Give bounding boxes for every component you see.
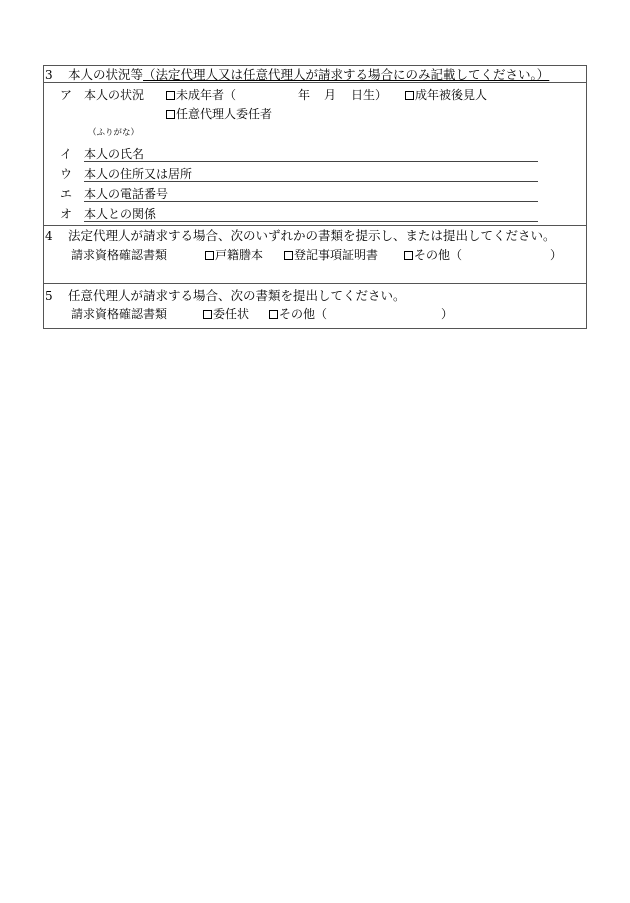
section-divider-4-5 bbox=[43, 283, 587, 284]
option-family-register[interactable] bbox=[205, 249, 263, 261]
item-u-label: ウ bbox=[60, 167, 73, 181]
birth-month-label: 月 bbox=[324, 88, 337, 102]
section-4-text: 法定代理人が請求する場合、次のいずれかの書類を提示し、または提出してください。 bbox=[68, 228, 556, 243]
delegator-label: 任意代理人委任者 bbox=[176, 107, 273, 121]
item-i-text: 本人の氏名 bbox=[84, 147, 145, 161]
item-o-text: 本人との関係 bbox=[84, 207, 157, 221]
section-4-number: 4 bbox=[45, 229, 53, 243]
relationship-field-line[interactable] bbox=[84, 221, 538, 222]
item-e-text: 本人の電話番号 bbox=[84, 187, 169, 201]
item-a-label: ア bbox=[60, 88, 73, 102]
address-field-line[interactable] bbox=[84, 181, 538, 182]
section-5-number: 5 bbox=[45, 289, 53, 303]
section-divider-3-4 bbox=[43, 225, 587, 226]
name-field-line[interactable] bbox=[84, 161, 538, 162]
item-a-text: 本人の状況 bbox=[84, 88, 145, 102]
section-5-text: 任意代理人が請求する場合、次の書類を提出してください。 bbox=[68, 288, 406, 303]
minor-checkbox[interactable] bbox=[166, 91, 175, 100]
family-register-label: 戸籍謄本 bbox=[215, 248, 264, 262]
item-e-label: エ bbox=[60, 187, 73, 201]
birth-day-label: 日生） bbox=[351, 88, 388, 102]
item-u-text: 本人の住所又は居所 bbox=[84, 167, 193, 181]
family-register-checkbox[interactable] bbox=[205, 251, 214, 260]
section-3-title-note: （法定代理人又は任意代理人が請求する場合にのみ記載してください。） bbox=[143, 67, 550, 82]
adult-ward-label: 成年被後見人 bbox=[415, 88, 488, 102]
option-registry-certificate[interactable] bbox=[284, 249, 378, 261]
other-4-close-paren: ） bbox=[550, 248, 563, 262]
other-5-label: その他（ bbox=[279, 307, 328, 321]
adult-ward-checkbox[interactable] bbox=[405, 91, 414, 100]
item-o-label: オ bbox=[60, 207, 73, 221]
option-other-5[interactable] bbox=[269, 308, 327, 320]
birth-year-label: 年 bbox=[298, 88, 311, 102]
option-other-4[interactable] bbox=[404, 249, 462, 261]
section-3-title bbox=[68, 69, 549, 82]
section-4-doc-label: 請求資格確認書類 bbox=[71, 248, 168, 262]
power-of-attorney-checkbox[interactable] bbox=[203, 310, 212, 319]
minor-label: 未成年者（ bbox=[176, 88, 237, 102]
other-4-checkbox[interactable] bbox=[404, 251, 413, 260]
delegator-checkbox[interactable] bbox=[166, 110, 175, 119]
phone-field-line[interactable] bbox=[84, 201, 538, 202]
section-3-number: 3 bbox=[45, 68, 53, 82]
other-4-label: その他（ bbox=[414, 248, 463, 262]
option-power-of-attorney[interactable] bbox=[203, 308, 249, 320]
registry-certificate-checkbox[interactable] bbox=[284, 251, 293, 260]
other-5-checkbox[interactable] bbox=[269, 310, 278, 319]
section-3-title-divider bbox=[43, 82, 587, 83]
option-delegator[interactable] bbox=[166, 108, 272, 120]
option-adult-ward[interactable] bbox=[405, 89, 487, 101]
power-of-attorney-label: 委任状 bbox=[213, 307, 250, 321]
furigana-label: （ふりがな） bbox=[88, 128, 140, 138]
section-3-title-prefix: 本人の状況等 bbox=[68, 67, 144, 82]
option-minor[interactable] bbox=[166, 89, 236, 101]
item-i-label: イ bbox=[60, 147, 73, 161]
section-5-doc-label: 請求資格確認書類 bbox=[71, 307, 168, 321]
registry-certificate-label: 登記事項証明書 bbox=[294, 248, 379, 262]
other-5-close-paren: ） bbox=[441, 307, 454, 321]
